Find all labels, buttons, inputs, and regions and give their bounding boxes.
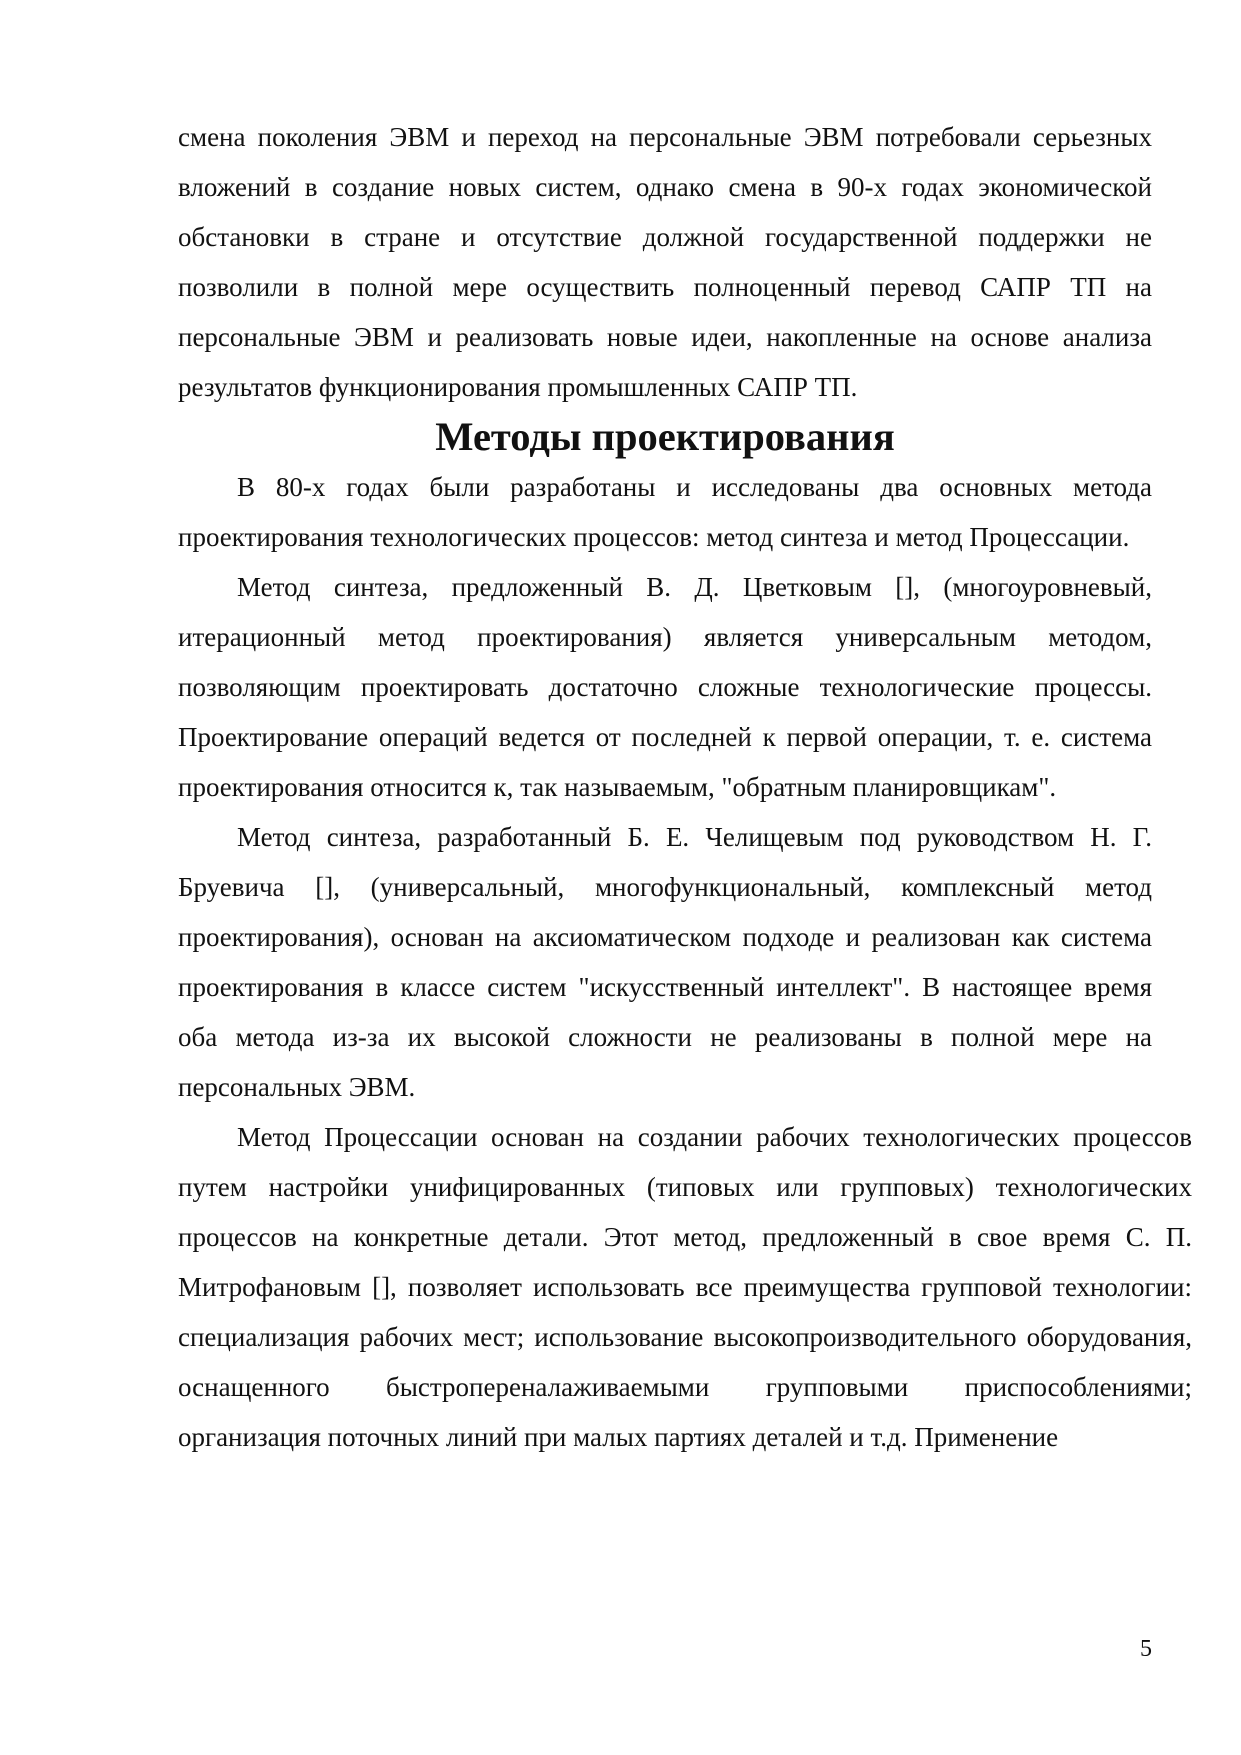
section-heading: Методы проектирования: [435, 414, 895, 459]
paragraph-continuation: смена поколения ЭВМ и переход на персональные ЭВМ потребовали серьезных вложений в создание новых систем, однако смена в 90-х годах экономической обстановки в стране и отсутствие должной государственной поддержки не позволили в полной мере осуществить полноценный перевод САПР ТП на персональные ЭВМ и реализовать новые идеи, накопленные на основе анализа результатов функционирования промышленных САПР ТП.: [178, 122, 1152, 402]
paragraph-synthesis-tsvetkov: Метод синтеза, предложенный В. Д. Цветковым [], (многоуровневый, итерационный метод проектирования) является универсальным методом, позволяющим проектировать достаточно сложные технологические процессы. Проектирование операций ведется от последней к первой операции, т. е. система проектирования относится к, так называемым, "обратным планировщикам".: [178, 572, 1152, 802]
document-body: [178, 112, 1192, 1462]
paragraph-methods-intro: В 80-х годах были разработаны и исследованы два основных метода проектирования технологических процессов: метод синтеза и метод Процессации.: [178, 472, 1152, 552]
page-number: 5: [1140, 1636, 1152, 1662]
paragraph-processation: Метод Процессации основан на создании рабочих технологических процессов путем настройки унифицированных (типовых или групповых) технологических процессов на конкретные детали. Этот метод, предложенный в свое время С. П. Митрофановым [], позволяет использовать все преимущества групповой технологии: специализация рабочих мест; использование высокопроизводительного оборудования, оснащенного быстропереналаживаемыми групповыми приспособлениями; организация поточных линий при малых партиях деталей и т.д. Применение: [178, 1122, 1192, 1452]
paragraph-synthesis-chelishchev: Метод синтеза, разработанный Б. Е. Челищевым под руководством Н. Г. Бруевича [], (универсальный, многофункциональный, комплексный метод проектирования), основан на аксиоматическом подходе и реализован как система проектирования в классе систем "искусственный интеллект". В настоящее время оба метода из-за их высокой сложности не реализованы в полной мере на персональных ЭВМ.: [178, 822, 1152, 1102]
